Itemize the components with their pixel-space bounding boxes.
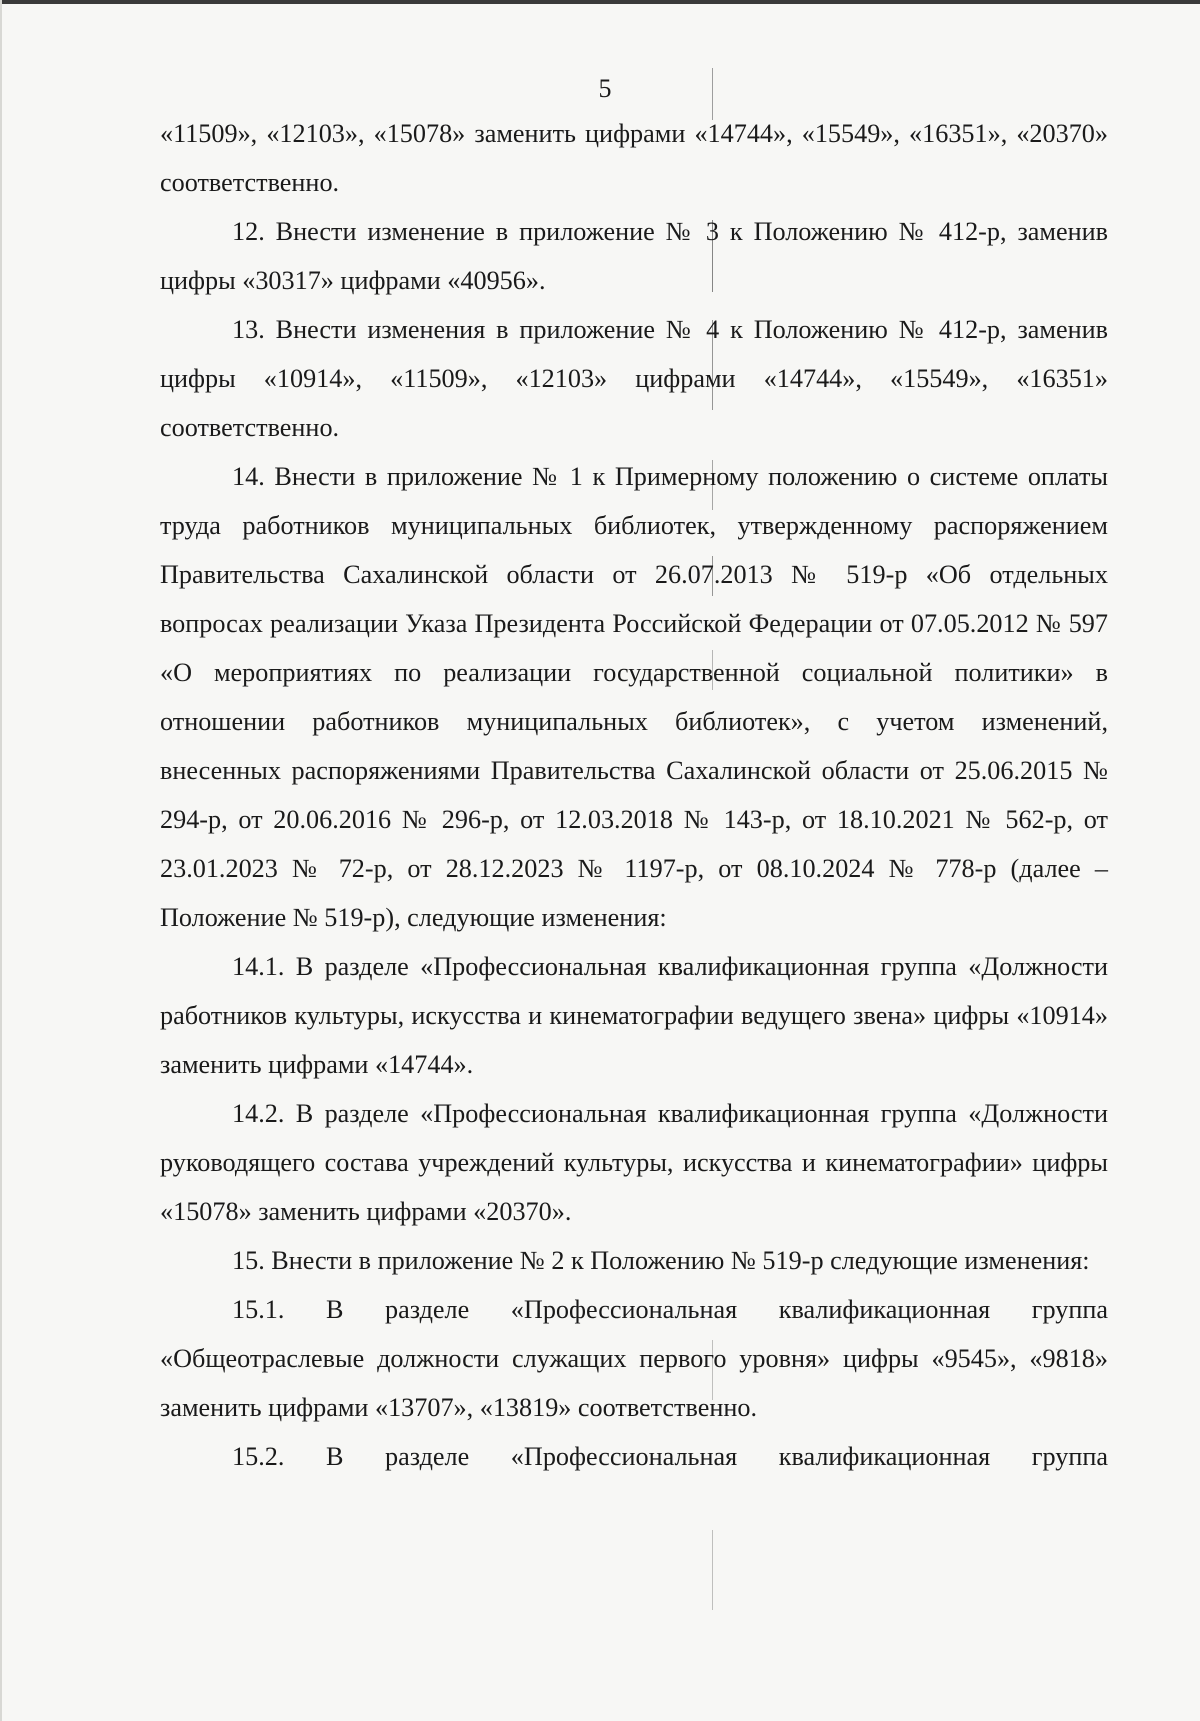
paragraph-item-15-2: 15.2. В разделе «Профессиональная квалификационная группа — [232, 1442, 1108, 1471]
paragraph-item-12: 12. Внести изменение в приложение № 3 к Положению № 412-р, заменив цифры «30317» цифрами «40956». — [160, 217, 1108, 295]
page-number: 5 — [598, 74, 612, 103]
paragraph-item-13: 13. Внести изменения в приложение № 4 к Положению № 412-р, заменив цифры «10914», «11509», «12103» цифрами «14744», «15549», «16351» соответственно. — [160, 315, 1108, 442]
scan-top-edge — [0, 0, 1200, 4]
paragraph-continuation: «11509», «12103», «15078» заменить цифрами «14744», «15549», «16351», «20370» соответственно. — [160, 119, 1108, 197]
paragraph-item-14-2: 14.2. В разделе «Профессиональная квалификационная группа «Должности руководящего состава учреждений культуры, искусства и кинематографии» цифры «15078» заменить цифрами «20370». — [160, 1099, 1108, 1226]
paragraph-item-14-1: 14.1. В разделе «Профессиональная квалификационная группа «Должности работников культуры, искусства и кинематографии ведущего звена» цифры «10914» заменить цифрами «14744». — [160, 952, 1108, 1079]
scan-left-edge — [0, 0, 2, 1721]
scan-fold-line — [712, 1530, 713, 1610]
paragraph-item-14: 14. Внести в приложение № 1 к Примерному положению о системе оплаты труда работников муниципальных библиотек, утвержденному распоряжением Правительства Сахалинской области от 26.07.2013 № 519-р «Об отдельных вопросах реализации Указа Президента Российской Федерации от 07.05.2012 № 597 «О мероприятиях по реализации государственной социальной политики» в отношении работников муниципальных библиотек», с учетом изменений, внесенных распоряжениями Правительства Сахалинской области от 25.06.2015 № 294-р, от 20.06.2016 № 296-р, от 12.03.2018 № 143-р, от 18.10.2021 № 562-р, от 23.01.2023 № 72-р, от 28.12.2023 № 1197-р, от 08.10.2024 № 778-р (далее – Положение № 519-р), следующие изменения: — [160, 462, 1108, 932]
document-body — [160, 109, 1108, 1481]
paragraph-item-15-1: 15.1. В разделе «Профессиональная квалификационная группа «Общеотраслевые должности служащих первого уровня» цифры «9545», «9818» заменить цифрами «13707», «13819» соответственно. — [160, 1295, 1108, 1422]
paragraph-item-15: 15. Внести в приложение № 2 к Положению № 519-р следующие изменения: — [232, 1246, 1090, 1275]
